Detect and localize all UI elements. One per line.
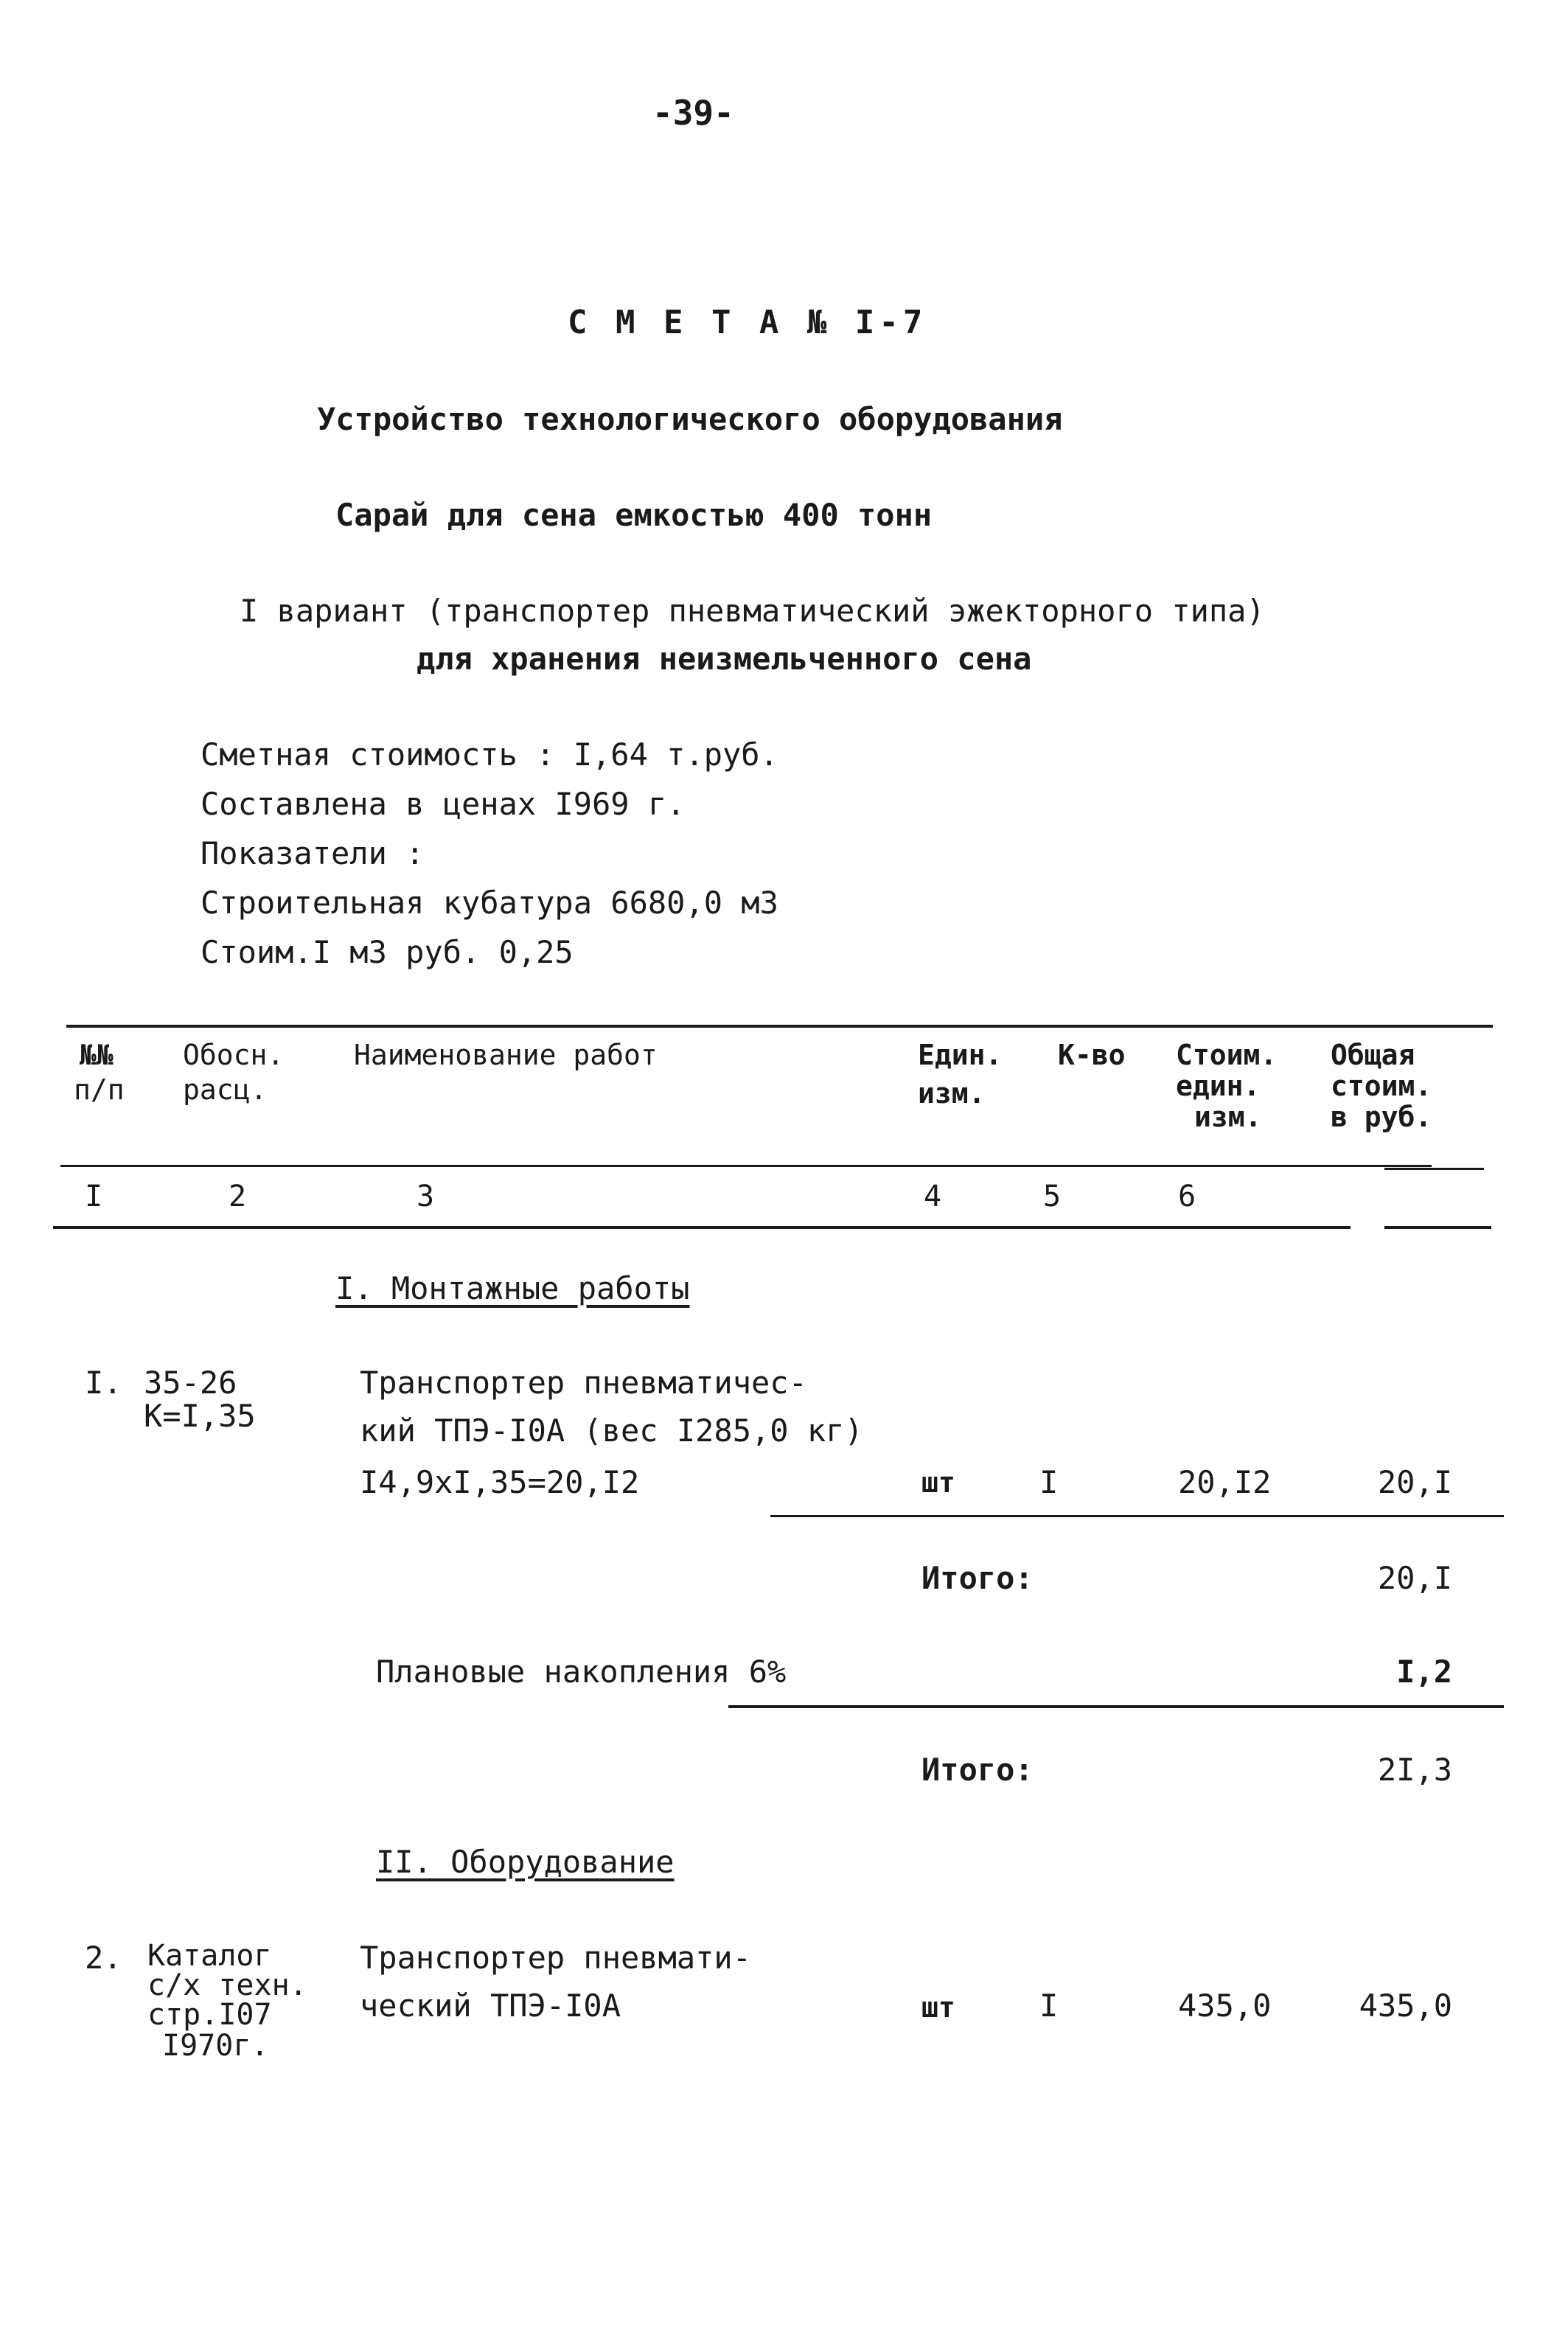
- header-unit-line1: Един.: [918, 1039, 1003, 1071]
- row-1-qty: I: [1039, 1464, 1059, 1500]
- header-num-line1: №№: [80, 1039, 114, 1071]
- column-number-3: 3: [417, 1180, 435, 1213]
- variant-line-1: I вариант (транспортер пневматический эжекторного типа): [240, 593, 1265, 629]
- section-2-title: [376, 1843, 675, 1882]
- row-1-rule: [770, 1515, 1504, 1517]
- row-2-name-line1: Транспортер пневмати-: [360, 1940, 752, 1976]
- header-unit-cost-line3: изм.: [1194, 1101, 1262, 1133]
- section-1-title: [335, 1269, 689, 1309]
- section-1-total-label: Итого:: [921, 1752, 1034, 1788]
- header-total-line3: в руб.: [1331, 1101, 1432, 1133]
- row-2-qty: I: [1039, 1988, 1059, 2024]
- estimated-cost: Сметная стоимость : I,64 т.руб.: [201, 736, 778, 773]
- row-1-num: I.: [85, 1365, 122, 1401]
- indicators-label: Показатели :: [201, 835, 425, 871]
- column-number-6: 6: [1178, 1180, 1196, 1213]
- header-unit-cost-line2: един.: [1176, 1070, 1261, 1102]
- table-top-rule: [66, 1025, 1493, 1028]
- row-2-basis-line4: I970г.: [162, 2029, 269, 2063]
- row-1-total: 20,I: [1377, 1464, 1452, 1500]
- column-number-4: 4: [924, 1180, 942, 1213]
- row-2-unit: шт: [921, 1991, 955, 2024]
- object-name: Сарай для сена емкостью 400 тонн: [335, 497, 933, 533]
- header-total-line1: Общая: [1331, 1039, 1415, 1071]
- section-1-title-text: I. Монтажные работы: [335, 1270, 690, 1306]
- overhead-value: I,2: [1396, 1654, 1452, 1690]
- header-qty: К-во: [1058, 1039, 1126, 1071]
- section-1-total-value: 2I,3: [1377, 1752, 1452, 1788]
- row-1-unit-cost: 20,I2: [1178, 1464, 1272, 1500]
- building-volume: Строительная кубатура 6680,0 м3: [201, 885, 778, 921]
- row-2-name-line2: ческий ТПЭ-I0А: [360, 1988, 621, 2024]
- column-numbers-rule: [53, 1226, 1351, 1229]
- header-unit-line2: изм.: [918, 1077, 986, 1110]
- header-unit-cost-line1: Стоим.: [1176, 1039, 1278, 1071]
- page-number: -39-: [652, 93, 734, 133]
- price-year: Составлена в ценах I969 г.: [201, 786, 686, 822]
- header-name: Наименование работ: [354, 1039, 658, 1071]
- variant-line-2: для хранения неизмельченного сена: [417, 641, 1032, 677]
- estimate-title: С М Е Т А № I-7: [568, 304, 927, 341]
- row-1-unit: шт: [921, 1466, 955, 1499]
- header-bottom-rule-right: [1384, 1168, 1484, 1170]
- row-1-name-line1: Транспортер пневматичес-: [360, 1365, 807, 1401]
- header-total-line2: стоим.: [1331, 1070, 1432, 1102]
- row-2-num: 2.: [85, 1940, 122, 1976]
- overhead-label: Плановые накопления 6%: [376, 1654, 787, 1690]
- column-number-5: 5: [1043, 1180, 1062, 1213]
- row-1-name-line2: кий ТПЭ-I0А (вес I285,0 кг): [360, 1413, 863, 1449]
- header-num-line2: п/п: [74, 1073, 125, 1106]
- row-2-basis-line3: стр.I07: [147, 1998, 272, 2032]
- column-number-1: I: [85, 1180, 103, 1213]
- row-2-unit-cost: 435,0: [1178, 1988, 1272, 2024]
- header-basis-line1: Обосн.: [183, 1039, 285, 1071]
- header-bottom-rule: [60, 1165, 1432, 1167]
- row-2-total: 435,0: [1359, 1988, 1452, 2024]
- column-number-2: 2: [229, 1180, 247, 1213]
- row-1-name-line3: I4,9хI,35=20,I2: [360, 1464, 640, 1500]
- header-basis-line2: расц.: [183, 1073, 268, 1106]
- row-1-basis-line1: 35-26: [144, 1365, 237, 1401]
- unit-volume-cost: Стоим.I м3 руб. 0,25: [201, 934, 574, 970]
- section-1-subtotal-value: 20,I: [1377, 1560, 1452, 1596]
- column-numbers-rule-right: [1384, 1226, 1491, 1229]
- row-1-basis-line2: К=I,35: [144, 1398, 256, 1434]
- overhead-rule: [728, 1705, 1504, 1708]
- row-2-basis-line1: Каталог: [147, 1939, 272, 1973]
- estimate-subtitle: Устройство технологического оборудования: [317, 401, 1063, 437]
- section-1-subtotal-label: Итого:: [921, 1560, 1034, 1596]
- section-2-title-text: II. Оборудование: [376, 1844, 675, 1880]
- row-2-basis-line2: с/х техн.: [147, 1968, 307, 2002]
